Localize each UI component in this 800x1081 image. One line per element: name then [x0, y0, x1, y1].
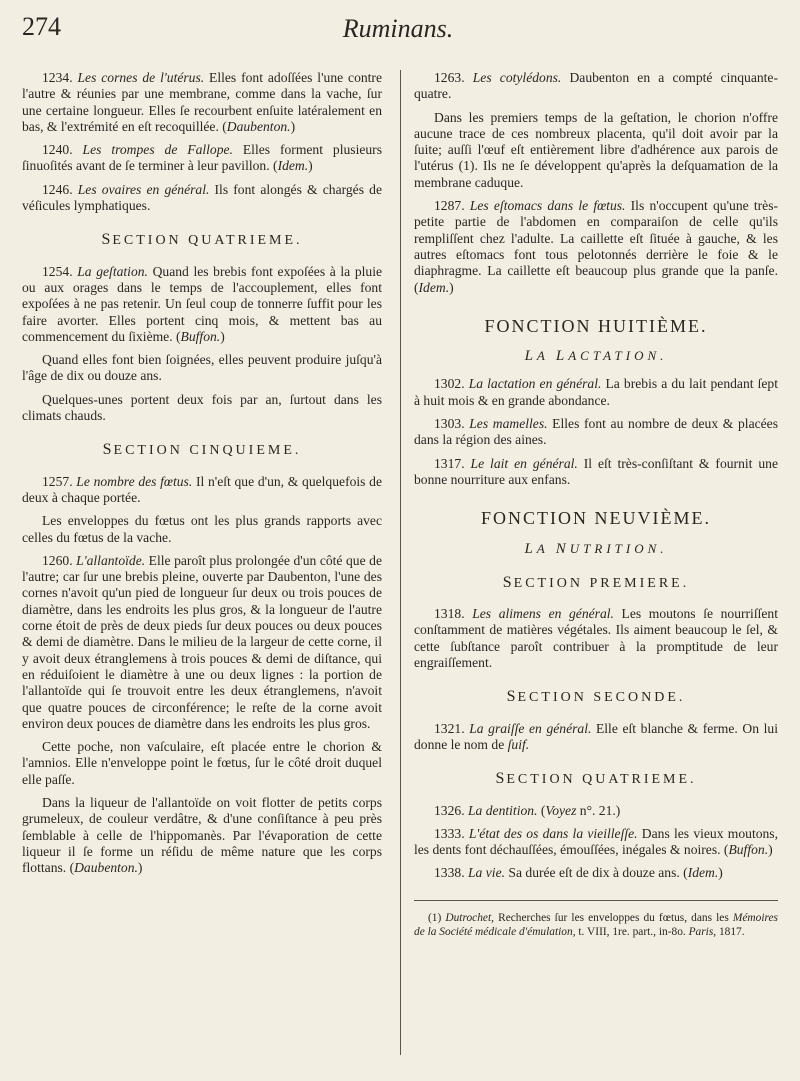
- paragraph-number: 1254.: [42, 263, 73, 279]
- lactation-heading: LA LACTATION.: [524, 348, 668, 365]
- footnote: (1) Dutrochet, Recherches ſur les enveloppes du fœtus, dans les Mémoires de la Société médicale d'émulation, t. VIII, 1re. part., in-8o. Paris, 1817.: [414, 911, 778, 938]
- paragraph-citation: Voyez: [545, 802, 577, 818]
- paragraph-text: La brebis a du lait pendant ſept à huit mois & en grande abondance.: [414, 376, 778, 408]
- paragraph-title: La dentition.: [468, 802, 538, 818]
- paragraph: [414, 721, 778, 754]
- paragraph-text: Elles font au nombre de deux & placées dans la région des aines.: [414, 416, 778, 448]
- paragraph-title: L'allantoïde.: [76, 552, 146, 568]
- page-number: 274: [22, 12, 61, 41]
- paragraph: [414, 865, 778, 881]
- paragraph-citation: Idem.: [277, 158, 309, 174]
- paragraph: [22, 474, 382, 507]
- paragraph-title: Les alimens en général.: [472, 606, 614, 622]
- right-block-4: [414, 721, 778, 754]
- paragraph-citation: Daubenton.: [226, 118, 291, 134]
- paragraph-title: Les trompes de Fallope.: [82, 142, 233, 158]
- paragraph-text: Cette poche, non vaſculaire, eſt placée entre le chorion & l'amnios. Elle n'enveloppe point le fœtus, ſur le côté droit duquel elle paſſe.: [22, 739, 382, 787]
- paragraph-citation: Idem.: [418, 279, 450, 295]
- paragraph-text: Quelques-unes portent deux fois par an, ſurtout dans les climats chauds.: [22, 391, 382, 424]
- paragraph-text: Elles forment plusieurs ſinuoſités avant de ſe terminer à leur pavillon. (: [22, 142, 382, 174]
- paragraph-text: Les moutons ſe nourriſſent conſtamment de matières végétales. Ils aiment beaucoup le ſel, & cette ſubſtance paroît contribuer à la promptitude de leur engraiſſement.: [414, 606, 778, 671]
- nutrition-heading: LA NUTRITION.: [524, 540, 668, 557]
- paragraph-text: Il n'eſt que d'un, & quelquefois de deux à chaque portée.: [22, 473, 382, 505]
- paragraph-text: Elle eſt blanche & ferme. On lui donne le nom de: [414, 720, 778, 752]
- paragraph-citation: Daubenton.: [74, 860, 138, 876]
- paragraph-text: Elles font adoſſées l'une contre l'autre & réunies par une membrane, comme dans la vache, ſur une certaine longueur. Elles ſe recourbent enſuite latéralement en bas, & l'extrémité en eſt recoquillée. (: [22, 70, 382, 134]
- left-column: [22, 70, 382, 883]
- left-block-2: [22, 264, 382, 425]
- fonction-huitieme-heading: FONCTION HUITIÈME.: [484, 315, 708, 336]
- paragraph-text: Ils font alongés & chargés de véſicules lymphatiques.: [22, 181, 382, 214]
- paragraph-text: Daubenton en a compté cinquante-quatre.: [414, 70, 778, 102]
- paragraph: [414, 198, 778, 296]
- paragraph: [22, 352, 382, 385]
- footnote-rule: [414, 900, 778, 901]
- paragraph: [414, 70, 778, 103]
- paragraph-text: Dans les premiers temps de la geſtation, le chorion n'offre aucune trace de ces nombreux placenta, qu'il doit avoir par la ſuite; auſſi l'œuf eſt entièrement libre d'adhérence aux parois de l'utérus (1). Ils ne ſe développent qu'après la deſquamation de la membrane caduque.: [414, 109, 778, 190]
- paragraph: [414, 376, 778, 409]
- section-heading-cinquieme: SECTION CINQUIEME.: [102, 441, 302, 459]
- paragraph: [22, 513, 382, 546]
- paragraph-text: Dans la liqueur de l'allantoïde on voit flotter de petits corps grumeleux, de couleur verdâtre, & d'une conſiſtance à peu près ſemblable à celle de l'hippomanès. Par l'évaporation de cette liqueur il ſe forme un réſidu de même nature que les corps flottans. (: [22, 794, 382, 876]
- paragraph-number: 1246.: [42, 181, 73, 197]
- paragraph-end: ): [718, 865, 723, 881]
- paragraph-number: 1303.: [434, 416, 465, 432]
- paragraph-number: 1240.: [42, 142, 73, 158]
- running-title: Ruminans.: [342, 14, 454, 43]
- right-column: [414, 70, 778, 946]
- paragraph-number: 1321.: [434, 720, 465, 736]
- paragraph-citation: Buffon.: [728, 842, 769, 858]
- paragraph-citation: Buffon.: [180, 328, 221, 344]
- fonction-neuvieme-heading: FONCTION NEUVIÈME.: [481, 508, 711, 529]
- right-block-3: [414, 606, 778, 671]
- paragraph-text: Quand les brebis font expoſées à la pluie ou aux orages dans le temps de l'accouplement, elles font expoſées à ne pas retenir. Un ſeul coup de tonnerre ſuffit pour les faire avorter. Elles portent cinq mois, & mettent bas au commencement du ſixième. (: [22, 263, 383, 344]
- paragraph-number: 1338.: [434, 865, 465, 881]
- paragraph-number: 1326.: [434, 802, 465, 818]
- paragraph-title: Les cotylédons.: [472, 70, 562, 85]
- section-heading-seconde: SECTION SECONDE.: [506, 688, 686, 706]
- paragraph: [22, 392, 382, 425]
- paragraph-title: Les mamelles.: [469, 416, 548, 432]
- paragraph-text: (: [537, 802, 546, 818]
- paragraph: [22, 70, 382, 135]
- paragraph: [22, 795, 382, 876]
- paragraph-text: Quand elles font bien ſoignées, elles peuvent produire juſqu'à l'âge de dix ou douze ans.: [22, 352, 382, 384]
- paragraph: [22, 553, 382, 732]
- paragraph-title: Le nombre des fœtus.: [76, 473, 193, 489]
- paragraph: [414, 110, 778, 191]
- paragraph-number: 1260.: [42, 552, 73, 568]
- paragraph-title: La lactation en général.: [468, 376, 602, 392]
- column-divider: [400, 70, 401, 1055]
- left-block-3: [22, 474, 382, 877]
- paragraph: [414, 826, 778, 859]
- paragraph-citation: ſuif.: [507, 736, 530, 752]
- paragraph: [414, 803, 778, 819]
- left-block-1: [22, 70, 382, 214]
- paragraph-citation: Idem.: [687, 865, 719, 881]
- paragraph-title: Les ovaires en général.: [77, 181, 210, 197]
- paragraph-number: 1257.: [42, 473, 73, 489]
- paragraph: [414, 416, 778, 449]
- paragraph-title: La geſtation.: [77, 263, 148, 279]
- paragraph-number: 1302.: [434, 376, 465, 392]
- paragraph-end: ): [768, 842, 773, 858]
- paragraph-title: La vie.: [468, 865, 505, 881]
- paragraph: [22, 182, 382, 215]
- paragraph-end: ): [220, 328, 225, 344]
- paragraph-text: Il eſt très-conſiſtant & fournit une bonne nourriture aux enfans.: [414, 455, 778, 487]
- section-heading-quatrieme-2: SECTION QUATRIEME.: [495, 770, 697, 788]
- paragraph-number: 1317.: [434, 455, 465, 471]
- paragraph: [22, 739, 382, 788]
- paragraph-number: 1333.: [434, 825, 465, 841]
- paragraph-end: ): [449, 279, 454, 295]
- paragraph-number: 1318.: [434, 606, 465, 622]
- paragraph-title: Le lait en général.: [470, 455, 578, 471]
- page-header: [22, 12, 774, 48]
- paragraph-text: Ils n'occupent qu'une très-petite partie de l'abdomen en comparaiſon de celle qu'ils rempliſſent chez l'adulte. La caillette eſt ſituée à gauche, & les autres eſtomacs font tous pelotonnés derrière le foie & le diaphragme. La caillette eſt beaucoup plus grande que la panſe. (: [414, 198, 779, 295]
- paragraph-end: ): [308, 158, 313, 174]
- paragraph-text: Les enveloppes du fœtus ont les plus grands rapports avec celles du fœtus de la vache.: [22, 513, 382, 545]
- paragraph-title: Les cornes de l'utérus.: [77, 70, 205, 85]
- right-block-1: [414, 70, 778, 296]
- paragraph-text: Elle paroît plus prolongée d'un côté que de l'autre; car ſur une brebis pleine, ouverte par Daubenton, l'une des cornes n'avoit qu'un pied de longueur ſur deux ou trois pouces de diamètre, dans les endroits les plus gros, & la longueur de l'autre corne étoit de près de deux pieds ſur deux pouces ou deux pouces & demi de diamètre. Dans le milieu de la largeur de cette corne, il y avoit deux étranglemens à trois pouces & demi de diſtance, qui en réduiſoient le diamètre à une ou deux lignes : la portion de l'allantoïde qui ſe trouvoit entre les deux étranglemens, n'avoit que quatre pouces de circonférence; le reſte de la corne avoit environ deux pouces de diamètre dans les endroits les plus gros.: [22, 552, 382, 731]
- paragraph-title: L'état des os dans la vieilleſſe.: [468, 825, 638, 841]
- paragraph-number: 1234.: [42, 70, 73, 85]
- paragraph-end: ): [290, 118, 296, 134]
- paragraph: [414, 606, 778, 671]
- paragraph-end: n°. 21.): [576, 802, 621, 818]
- paragraph: [22, 264, 382, 345]
- paragraph-title: Les eſtomacs dans le fœtus.: [469, 198, 626, 214]
- paragraph: [22, 142, 382, 175]
- paragraph-text: Sa durée eſt de dix à douze ans. (: [505, 865, 688, 881]
- paragraph: [414, 456, 778, 489]
- right-block-2: [414, 376, 778, 488]
- paragraph-number: 1287.: [434, 198, 465, 214]
- paragraph-title: La graiſſe en général.: [469, 720, 592, 736]
- right-block-5: [414, 803, 778, 882]
- section-heading-quatrieme: SECTION QUATRIEME.: [101, 231, 303, 249]
- section-heading-premiere: SECTION PREMIERE.: [502, 573, 690, 591]
- paragraph-text: Dans les vieux moutons, les dents font déchauſſées, émouſſées, inégales & noires. (: [414, 825, 778, 858]
- paragraph-number: 1263.: [434, 70, 465, 85]
- paragraph-end: ): [137, 860, 143, 876]
